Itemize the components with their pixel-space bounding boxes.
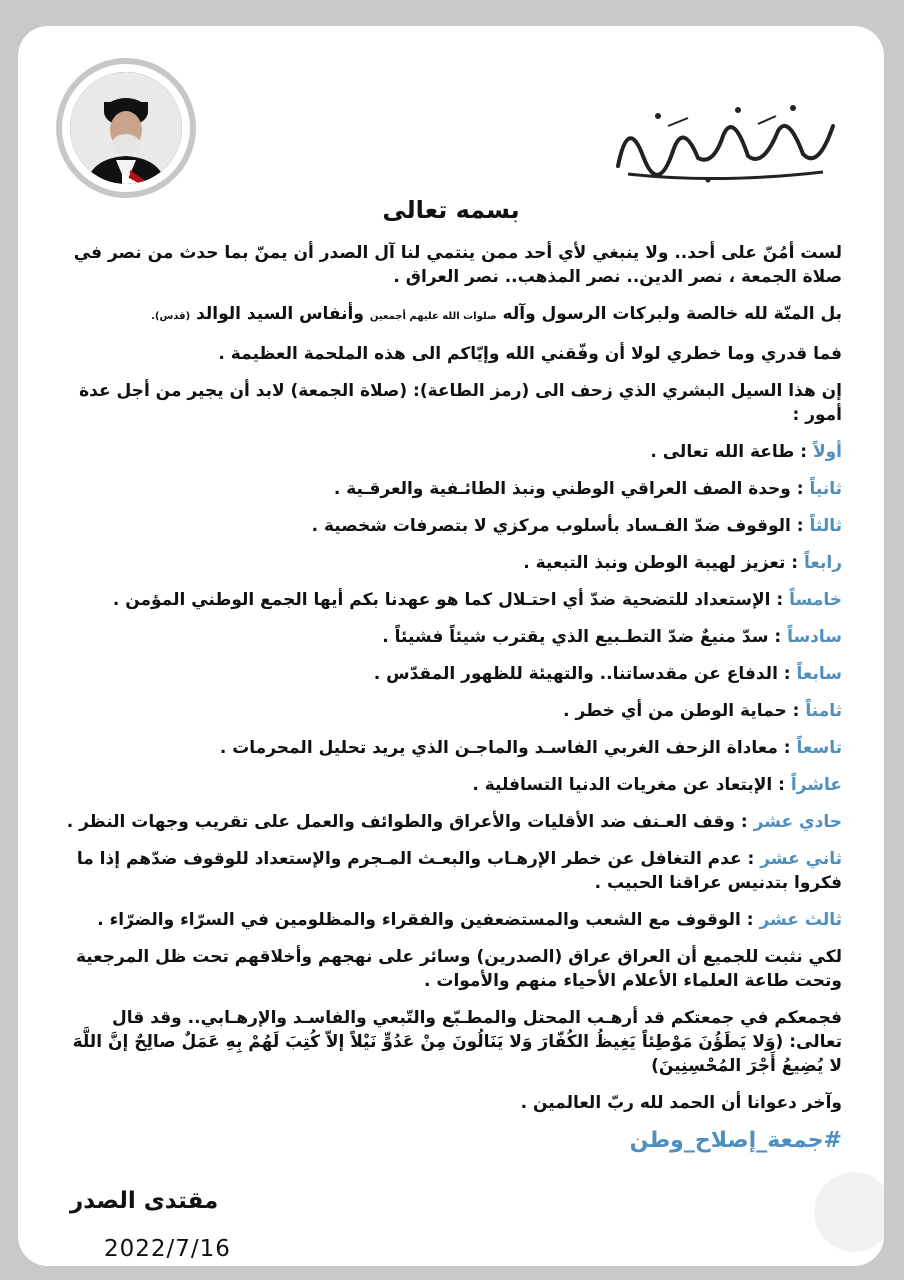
paragraph: لست أمُنّ على أحد.. ولا ينبغي لأي أحد ممن ينتمي لنا آل الصدر أن يمنّ بما حدث من نصر في صلاة الجمعة ، نصر الدين.. نصر المذهب.. نصر العراق . (73, 243, 842, 287)
list-item: ثامناً : حماية الوطن من أي خطر . (563, 701, 842, 721)
list-item: حادي عشر : وقف العـنف ضد الأقليات والأعراق والطوائف والعمل على تقريب وجهات النظر . (66, 812, 842, 832)
point-label: ثامناً (805, 701, 842, 721)
point-label: رابعاً (804, 553, 842, 573)
point-label: ثانياً (809, 479, 842, 499)
point-label: أولاً (812, 442, 842, 462)
statement-body (66, 241, 842, 1153)
avatar (56, 58, 196, 198)
signature: مقتدى الصدر (70, 1188, 219, 1214)
paragraph: فما قدري وما خطري لولا أن وفّقني الله وإيّاكم الى هذه الملحمة العظيمة . (218, 344, 842, 364)
hashtag-link[interactable]: #جمعة_إصلاح_وطن (629, 1128, 842, 1153)
closing-paragraph: لكي نثبت للجميع أن العراق عراق (الصدرين) وسائر على نهجهم وأخلاقهم تحت ظل المرجعية وتحت طاعة العلماء الأعلام الأحياء منهم والأموات . (75, 947, 842, 991)
list-item: تاسعاً : معاداة الزحف الغربي الفاسـد والماجـن الذي يريد تحليل المحرمات . (219, 738, 842, 758)
page-title: بسمه تعالى (382, 196, 520, 224)
paragraph: إن هذا السيل البشري الذي زحف الى (رمز الطاعة): (صلاة الجمعة) لابد أن يجير من أجل عدة أمور : (79, 381, 842, 425)
closing-paragraph: وآخر دعوانا أن الحمد لله ربّ العالمين . (520, 1093, 842, 1113)
points-list (66, 440, 842, 932)
list-item: ثالثاً : الوقوف ضدّ الفـساد بأسلوب مركزي لا بتصرفات شخصية . (311, 516, 842, 536)
portrait-illustration (70, 72, 182, 184)
point-label: عاشراً (790, 775, 842, 795)
point-label: ثالث عشر (759, 910, 842, 930)
list-item: خامساً : الإستعداد للتضحية ضدّ أي احتـلال كما هو عهدنا بكم أيها الجمع الوطني المؤمن . (112, 590, 842, 610)
paragraph: بل المنّة لله خالصة ولبركات الرسول وآله صلوات الله عليهم أجمعين وأنفاس السيد الوالد (قدس). (151, 304, 842, 324)
point-label: خامساً (789, 590, 842, 610)
watermark-icon (814, 1172, 884, 1252)
list-item: ثاني عشر : عدم التغافل عن خطر الإرهـاب والبعـث المـجرم والإستعداد للوقوف ضدّهم إذا ما فكروا بتدنيس عراقنا الحبيب . (76, 849, 842, 893)
list-item: ثالث عشر : الوقوف مع الشعب والمستضعفين والفقراء والمظلومين في السرّاء والضرّاء . (97, 910, 842, 930)
calligraphy-icon (598, 96, 848, 186)
list-item: أولاً : طاعة الله تعالى . (650, 442, 842, 462)
list-item: ثانياً : وحدة الصف العراقي الوطني ونبذ الطائـفية والعرقـية . (333, 479, 842, 499)
list-item: رابعاً : تعزيز لهيبة الوطن ونبذ التبعية . (523, 553, 842, 573)
point-label: ثاني عشر (760, 849, 842, 869)
point-label: ثالثاً (809, 516, 842, 536)
closing-paragraph: فجمعكم في جمعتكم قد أرهـب المحتل والمطـبّع والتّبعي والفاسـد والإرهـابي.. وقد قال تعالى: (وَلا يَطَؤُنَ مَوْطِئاً يَغِيظُ الكُفّارَ وَلا يَنَالُونَ مِنْ عَدُوٍّ نَيْلاً إلاّ كُتِبَ لَهُمْ بِهِ عَمَلٌ صالِحٌ إنَّ اللَّهَ لا يُضِيعُ أَجْرَ المُحْسِنِينَ) (72, 1008, 842, 1076)
point-label: تاسعاً (796, 738, 842, 758)
list-item: سادساً : سدّ منيعٌ ضدّ التطـبيع الذي يقترب شيئاً فشيئاً . (382, 627, 842, 647)
portrait-image (70, 72, 182, 184)
list-item: سابعاً : الدفاع عن مقدساتنا.. والتهيئة للظهور المقدّس . (373, 664, 842, 684)
list-item: عاشراً : الإبتعاد عن مغريات الدنيا التسافلية . (472, 775, 842, 795)
point-label: حادي عشر (753, 812, 842, 832)
point-label: سابعاً (796, 664, 842, 684)
calligraphy-logo (598, 96, 848, 186)
statement-card (18, 26, 884, 1266)
date: 2022/7/16 (104, 1236, 231, 1262)
point-label: سادساً (787, 627, 842, 647)
